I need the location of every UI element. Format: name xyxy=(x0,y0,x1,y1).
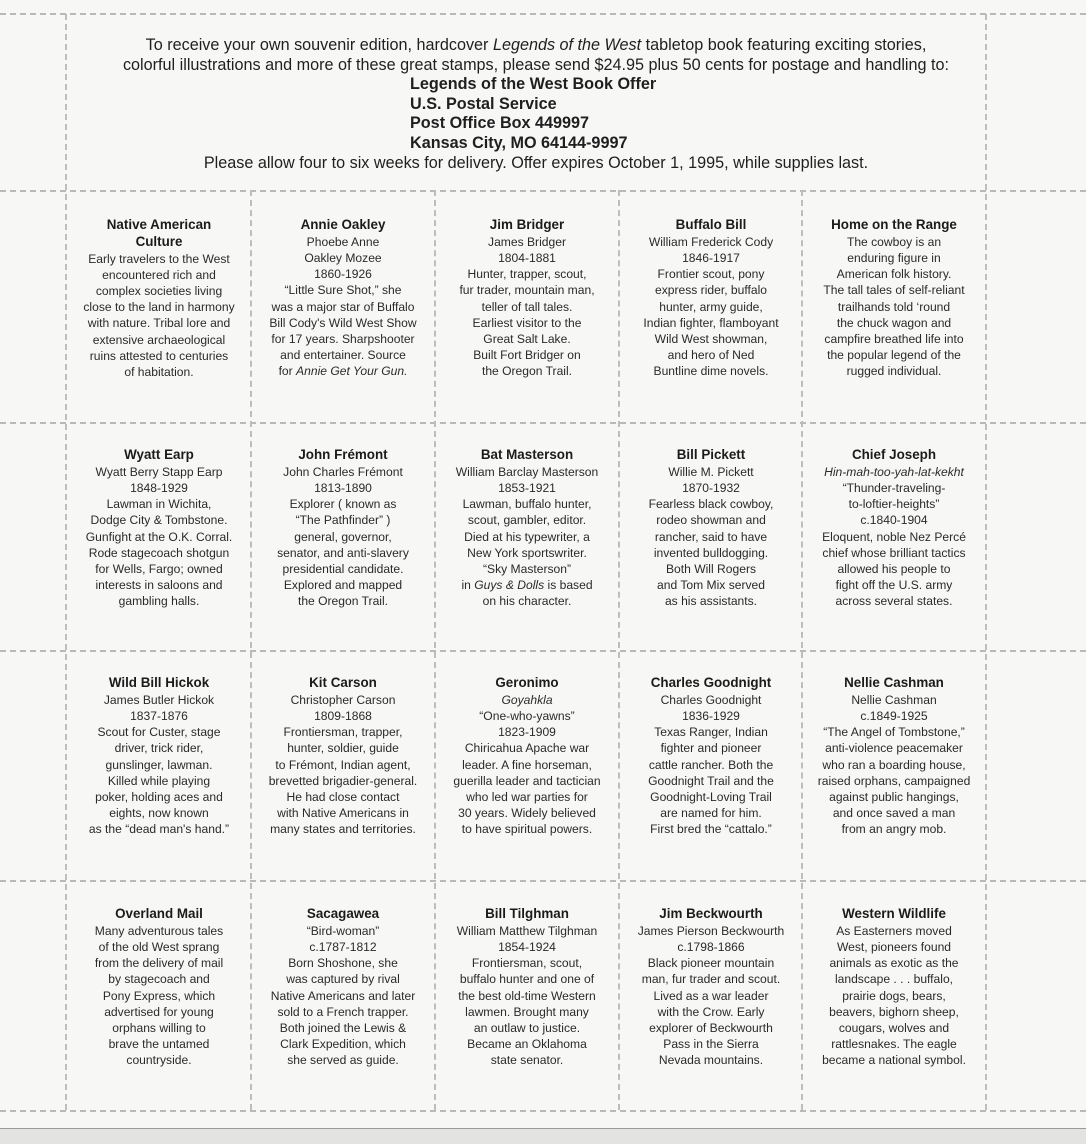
stamp-line: Native Americans and later xyxy=(270,988,416,1003)
stamp-line: interests in saloons and xyxy=(95,578,223,593)
stamp-title: Chief Joseph xyxy=(851,447,937,462)
stamp-line: express rider, buffalo xyxy=(654,283,768,298)
stamp-line: Born Shoshone, she xyxy=(288,956,398,971)
stamp-line: 1804-1881 xyxy=(498,251,556,265)
stamp-line: William Barclay Masterson xyxy=(455,464,599,479)
stamp-line: Both Will Rogers xyxy=(665,562,757,577)
stamp-line: was a major star of Buffalo xyxy=(271,299,415,314)
stamp-line: John Charles Frémont xyxy=(283,464,403,479)
stamp-line: Wild West showman, xyxy=(654,332,768,347)
book-title: Legends of the West xyxy=(492,36,642,54)
perforation-bottom xyxy=(0,1110,1086,1112)
offer-footer: Please allow four to six weeks for delivery. Offer expires October 1, 1995, while supplies last. xyxy=(203,153,869,172)
stamp-line: 1853-1921 xyxy=(498,481,556,495)
stamp-line: Scout for Custer, stage xyxy=(97,725,221,740)
stamp-line: and hero of Ned xyxy=(667,348,755,363)
stamp-line: an outlaw to justice. xyxy=(473,1021,581,1036)
stamp-line: Many adventurous tales xyxy=(94,923,224,938)
stamp-line: teller of tall tales. xyxy=(481,299,573,314)
stamp-line: fight off the U.S. army xyxy=(835,578,953,593)
stamp-line: for Annie Get Your Gun. xyxy=(278,364,408,379)
stamp-line: hunter, soldier, guide xyxy=(287,741,399,756)
stamp-line: Clark Expedition, which xyxy=(280,1037,406,1052)
stamp-line: William Matthew Tilghman xyxy=(456,923,598,938)
stamp-line: with the Crow. Early xyxy=(657,1004,765,1019)
stamp-line: sold to a French trapper. xyxy=(277,1004,409,1019)
sheet-bottom-edge xyxy=(0,1128,1086,1144)
stamp-text xyxy=(436,675,618,838)
offer-line-1: To receive your own souvenir edition, hardcover Legends of the West tabletop book featuring exciting stories, xyxy=(145,36,927,54)
offer-line-2: colorful illustrations and more of these great stamps, please send $24.95 plus 50 cents for postage and handling to: xyxy=(122,55,950,74)
stamp-line: from the delivery of mail xyxy=(94,956,224,971)
stamp-line: across several states. xyxy=(835,594,953,609)
stamp-line: Goodnight Trail and the xyxy=(648,773,774,788)
stamp-line: scout, gambler, editor. xyxy=(467,513,587,528)
stamp-italic-title: Annie Get Your Gun. xyxy=(296,364,408,379)
perforation-col-0 xyxy=(65,14,67,1110)
stamp-line: driver, trick rider, xyxy=(114,741,204,756)
stamp-text xyxy=(436,217,618,380)
stamp-line: buffalo hunter and one of xyxy=(459,972,595,987)
stamp-line: gunslinger, lawman. xyxy=(105,757,213,772)
stamp-line: 1860-1926 xyxy=(314,267,372,282)
stamp-line: Lived as a war leader xyxy=(653,988,769,1003)
stamp-line: brave the untamed xyxy=(108,1037,210,1052)
stamp-line: lawmen. Brought many xyxy=(465,1004,589,1019)
stamp-title: Jim Bridger xyxy=(489,217,565,232)
stamp-line: Eloquent, noble Nez Percé xyxy=(822,529,966,544)
stamp-line: with Native Americans in xyxy=(277,806,409,821)
stamp-line: prairie dogs, bears, xyxy=(842,988,946,1003)
stamp-line: with nature. Tribal lore and xyxy=(87,316,231,331)
stamp-line: William Frederick Cody xyxy=(648,234,774,249)
stamp-text xyxy=(436,906,618,1069)
stamp-title: Bill Tilghman xyxy=(485,906,569,921)
stamp-line: c.1787-1812 xyxy=(309,940,377,954)
perforation-col-5 xyxy=(985,14,987,1110)
stamp-line: of habitation. xyxy=(124,365,194,380)
stamp-line: First bred the “cattalo.” xyxy=(650,822,772,837)
stamp-line: anti-violence peacemaker xyxy=(825,741,963,756)
stamp-title: Bill Pickett xyxy=(676,447,746,462)
stamp-line: 1846-1917 xyxy=(682,251,740,265)
stamp-line: Texas Ranger, Indian xyxy=(654,725,768,740)
stamp-line: The cowboy is an xyxy=(846,234,942,249)
stamp-line: rodeo showman and xyxy=(656,513,766,528)
stamp-line: Bill Cody's Wild West Show xyxy=(269,315,417,330)
book-offer xyxy=(66,36,1006,173)
stamp-line: Pass in the Sierra xyxy=(663,1037,759,1052)
mailing-address-line: Legends of the West Book Offer xyxy=(410,75,657,94)
stamp-line: cougars, wolves and xyxy=(838,1021,950,1036)
perforation-row-2 xyxy=(0,422,1086,424)
stamp-text xyxy=(620,217,802,380)
stamp-line: chief whose brilliant tactics xyxy=(822,545,966,560)
stamp-line: James Bridger xyxy=(488,234,566,249)
stamp-line: Both joined the Lewis & xyxy=(279,1021,407,1036)
stamp-title: Western Wildlife xyxy=(842,906,946,921)
stamp-line: James Pierson Beckwourth xyxy=(637,923,785,938)
stamp-line: Fearless black cowboy, xyxy=(648,497,774,512)
stamp-title: Annie Oakley xyxy=(300,217,386,232)
stamp-native-name: Hin-mah-too-yah-lat-kekht xyxy=(824,464,964,479)
stamp-line: The tall tales of self-reliant xyxy=(823,283,965,298)
stamp-line: Great Salt Lake. xyxy=(483,332,571,347)
stamp-line: hunter, army guide, xyxy=(659,299,763,314)
stamp-line: Early travelers to the West xyxy=(88,251,230,266)
stamp-line: He had close contact xyxy=(286,790,400,805)
stamp-line: Nellie Cashman xyxy=(851,692,937,707)
stamp-line: Rode stagecoach shotgun xyxy=(88,545,230,560)
stamp-line: brevetted brigadier-general. xyxy=(268,773,418,788)
stamp-text xyxy=(803,447,985,610)
stamp-line: enduring figure in xyxy=(847,251,941,265)
stamp-text xyxy=(620,906,802,1069)
stamp-title: Overland Mail xyxy=(115,906,203,921)
stamp-line: Killed while playing xyxy=(107,773,211,788)
stamp-line: rugged individual. xyxy=(846,364,942,379)
stamp-line: the Oregon Trail. xyxy=(481,364,573,379)
stamp-line: Lawman, buffalo hunter, xyxy=(462,497,592,512)
stamp-line: As Easterners moved xyxy=(836,923,952,938)
stamp-line: countryside. xyxy=(126,1053,192,1068)
stamp-line: West, pioneers found xyxy=(836,940,952,954)
stamp-line: Earliest visitor to the xyxy=(472,315,582,330)
stamp-line: Dodge City & Tombstone. xyxy=(90,513,228,528)
stamp-line: Lawman in Wichita, xyxy=(106,497,212,512)
stamp-title: John Frémont xyxy=(298,447,388,462)
stamp-line: raised orphans, campaigned xyxy=(817,773,971,788)
stamp-line: are named for him. xyxy=(660,806,762,821)
stamp-line: Christopher Carson xyxy=(290,692,396,707)
stamp-line: in Guys & Dolls is based xyxy=(461,578,593,593)
stamp-line: extensive archaeological xyxy=(92,332,226,347)
stamp-text xyxy=(68,217,250,380)
stamp-line: Built Fort Bridger on xyxy=(473,348,581,363)
stamp-line: American folk history. xyxy=(836,267,952,282)
stamp-line: of the old West sprang xyxy=(98,940,220,954)
stamp-line: “Little Sure Shot,” she xyxy=(284,283,402,298)
stamp-line: 1836-1929 xyxy=(682,709,740,723)
stamp-line: presidential candidate. xyxy=(282,562,404,577)
stamp-line: Charles Goodnight xyxy=(660,692,762,707)
stamp-title: Geronimo xyxy=(495,675,559,690)
stamp-title: Buffalo Bill xyxy=(675,217,747,232)
stamp-line: c.1798-1866 xyxy=(677,940,745,954)
stamp-text xyxy=(252,906,434,1069)
stamp-title: Sacagawea xyxy=(306,906,380,921)
stamp-line: cattle rancher. Both the xyxy=(648,757,774,772)
stamp-line: 1809-1868 xyxy=(314,709,372,723)
stamp-text xyxy=(620,447,802,610)
stamp-line: c.1849-1925 xyxy=(860,709,928,723)
stamp-line: and once saved a man xyxy=(832,806,956,821)
stamp-text xyxy=(252,447,434,610)
stamp-line: James Butler Hickok xyxy=(103,692,215,707)
stamp-line: Frontier scout, pony xyxy=(657,267,765,282)
stamp-line: beavers, bighorn sheep, xyxy=(829,1004,959,1019)
stamp-line: Nevada mountains. xyxy=(658,1053,764,1068)
stamp-line: she served as guide. xyxy=(287,1053,399,1068)
stamp-line: 1848-1929 xyxy=(130,481,188,495)
stamp-line: the popular legend of the xyxy=(827,348,961,363)
stamp-text xyxy=(68,906,250,1069)
stamp-line: and entertainer. Source xyxy=(280,348,406,363)
stamp-line: “Bird-woman” xyxy=(306,923,380,938)
stamp-line: and Tom Mix served xyxy=(657,578,765,593)
stamp-native-name: Goyahkla xyxy=(501,692,553,707)
stamp-line: on his character. xyxy=(482,594,572,609)
stamp-line: became a national symbol. xyxy=(822,1053,966,1068)
stamp-line: for 17 years. Sharpshooter xyxy=(271,332,415,347)
stamp-line: trailhands told ‘round xyxy=(837,299,951,314)
stamp-line: “Thunder-traveling- xyxy=(842,481,946,495)
stamp-line: Buntline dime novels. xyxy=(653,364,769,379)
stamp-line: advertised for young xyxy=(104,1004,214,1019)
stamp-line: 1870-1932 xyxy=(682,481,740,495)
stamp-line: Frontiersman, trapper, xyxy=(283,725,403,740)
stamp-line: to-loftier-heights” xyxy=(848,497,940,512)
perforation-row-3 xyxy=(0,650,1086,652)
stamp-line: to have spiritual powers. xyxy=(461,822,593,837)
stamp-line: Chiricahua Apache war xyxy=(464,741,590,756)
stamp-line: 1854-1924 xyxy=(498,940,556,954)
stamp-text xyxy=(436,447,618,610)
stamp-line: ruins attested to centuries xyxy=(89,348,229,363)
stamp-text xyxy=(68,447,250,610)
stamp-title: Jim Beckwourth xyxy=(659,906,763,921)
stamp-line: as his assistants. xyxy=(664,594,758,609)
stamp-line: campfire breathed life into xyxy=(824,332,964,347)
stamp-line: 1837-1876 xyxy=(130,709,188,723)
stamp-line: against public hangings, xyxy=(829,790,959,805)
stamp-line: “The Angel of Tombstone,” xyxy=(823,725,965,740)
stamp-line: Black pioneer mountain xyxy=(647,956,775,971)
stamp-line: encountered rich and xyxy=(102,267,216,282)
stamp-title: Home on the Range xyxy=(831,217,957,232)
stamp-line: fur trader, mountain man, xyxy=(459,283,595,298)
stamp-line: “Sky Masterson” xyxy=(482,562,572,577)
stamp-line: eights, now known xyxy=(109,806,209,821)
stamp-line: “The Pathfinder” ) xyxy=(295,513,391,528)
stamp-line: Phoebe Anne xyxy=(306,234,380,249)
stamp-line: guerilla leader and tactician xyxy=(453,773,601,788)
stamp-title: Charles Goodnight xyxy=(650,675,772,690)
stamp-line: Hunter, trapper, scout, xyxy=(467,267,587,282)
mailing-address-line: Post Office Box 449997 xyxy=(410,114,590,133)
stamp-line: rattlesnakes. The eagle xyxy=(831,1037,957,1052)
stamp-line: the chuck wagon and xyxy=(836,315,952,330)
perforation-row-4 xyxy=(0,880,1086,882)
perforation-top xyxy=(0,13,1086,15)
mailing-address-line: U.S. Postal Service xyxy=(410,94,557,113)
stamp-line: who led war parties for xyxy=(466,790,588,805)
stamp-line: Frontiersman, scout, xyxy=(471,956,583,971)
stamp-line: senator, and anti-slavery xyxy=(277,545,409,560)
stamp-line: general, governor, xyxy=(294,529,392,544)
stamp-line: leader. A fine horseman, xyxy=(462,757,592,772)
stamp-line: c.1840-1904 xyxy=(860,513,928,528)
stamp-line: Pony Express, which xyxy=(102,988,216,1003)
stamp-line: man, fur trader and scout. xyxy=(641,972,781,987)
stamp-line: Oakley Mozee xyxy=(304,251,382,265)
stamp-text xyxy=(68,675,250,838)
stamp-text xyxy=(803,906,985,1069)
stamp-title: Wyatt Earp xyxy=(124,447,194,462)
stamp-line: as the “dead man's hand.” xyxy=(88,822,230,837)
stamp-line: Explored and mapped xyxy=(283,578,403,593)
stamp-line: to Frémont, Indian agent, xyxy=(275,757,411,772)
stamp-line: Wyatt Berry Stapp Earp xyxy=(95,464,223,479)
stamp-line: Explorer ( known as xyxy=(289,497,397,512)
stamp-line: invented bulldogging. xyxy=(653,545,769,560)
stamp-line: animals as exotic as the xyxy=(829,956,959,971)
stamp-line: landscape . . . buffalo, xyxy=(834,972,954,987)
stamp-line: by stagecoach and xyxy=(108,972,210,987)
stamp-line: poker, holding aces and xyxy=(95,790,223,805)
perforation-row-1 xyxy=(0,190,1086,192)
stamp-title: Nellie Cashman xyxy=(844,675,944,690)
stamp-line: Became an Oklahoma xyxy=(467,1037,587,1052)
stamp-text xyxy=(803,675,985,838)
stamp-line: fighter and pioneer xyxy=(660,741,762,756)
stamp-text xyxy=(252,675,434,838)
stamp-line: state senator. xyxy=(490,1053,564,1068)
mailing-address-line: Kansas City, MO 64144-9997 xyxy=(410,133,628,152)
stamp-line: orphans willing to xyxy=(112,1021,206,1036)
stamp-line: complex societies living xyxy=(95,284,223,298)
stamp-title: Native American Culture xyxy=(106,217,212,249)
stamp-text xyxy=(620,675,802,838)
stamp-line: 1823-1909 xyxy=(498,725,556,740)
stamp-line: rancher, said to have xyxy=(654,529,768,544)
stamp-line: close to the land in harmony xyxy=(83,300,235,315)
stamp-line: Indian fighter, flamboyant xyxy=(643,315,779,330)
stamp-line: Gunfight at the O.K. Corral. xyxy=(85,529,233,544)
stamp-line: was captured by rival xyxy=(286,972,400,987)
stamp-line: 30 years. Widely believed xyxy=(458,806,596,821)
stamp-text xyxy=(803,217,985,380)
stamp-line: explorer of Beckwourth xyxy=(649,1021,773,1036)
stamp-line: from an angry mob. xyxy=(841,822,947,837)
stamp-line: allowed his people to xyxy=(837,562,951,577)
stamp-line: gambling halls. xyxy=(118,594,200,609)
stamp-line: the Oregon Trail. xyxy=(297,594,389,609)
stamp-title: Wild Bill Hickok xyxy=(108,675,210,690)
stamp-line: many states and territories. xyxy=(270,822,416,837)
stamp-line: Willie M. Pickett xyxy=(668,464,754,479)
stamp-title: Bat Masterson xyxy=(480,447,574,462)
stamp-line: 1813-1890 xyxy=(314,481,372,495)
stamp-text xyxy=(252,217,434,380)
stamp-line: Goodnight-Loving Trail xyxy=(650,790,772,805)
stamp-line: for Wells, Fargo; owned xyxy=(95,562,223,577)
stamp-title: Kit Carson xyxy=(309,675,377,690)
stamp-line: “One-who-yawns” xyxy=(479,709,575,723)
stamp-line: who ran a boarding house, xyxy=(822,757,966,772)
stamp-line: Died at his typewriter, a xyxy=(464,529,590,544)
stamp-line: the best old-time Western xyxy=(458,988,596,1003)
stamp-line: New York sportswriter. xyxy=(467,545,587,560)
